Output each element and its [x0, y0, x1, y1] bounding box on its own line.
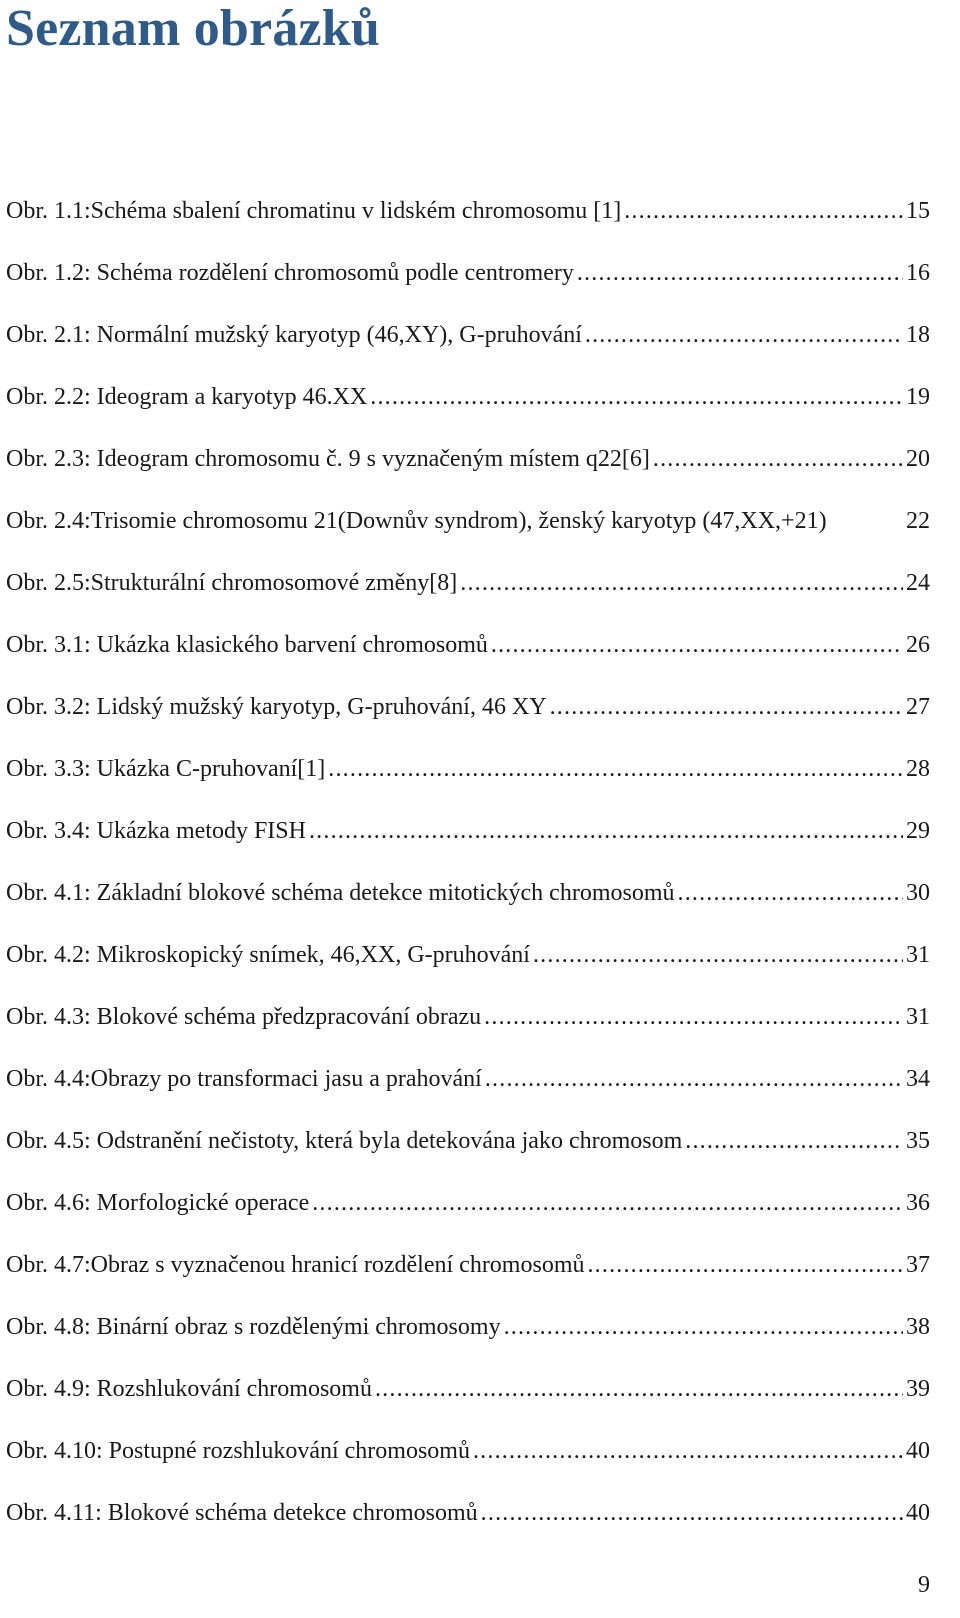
toc-entry[interactable]	[6, 692, 930, 754]
toc-dot-leader	[504, 1312, 903, 1342]
toc-entry-label: Obr. 4.8: Binární obraz s rozdělenými chromosomy	[6, 1312, 504, 1342]
toc-dot-leader	[460, 568, 903, 598]
toc-entry[interactable]	[6, 320, 930, 382]
toc-dot-leader	[309, 816, 903, 846]
toc-entry-page: 38	[906, 1314, 930, 1340]
toc-entry-label: Obr. 3.3: Ukázka C-pruhovaní[1]	[6, 754, 328, 784]
toc-entry[interactable]	[6, 1436, 930, 1498]
toc-dot-leader	[328, 754, 903, 784]
toc-dot-leader	[473, 1436, 903, 1466]
toc-entry-label: Obr. 2.4:Trisomie chromosomu 21(Downův syndrom), ženský karyotyp (47,XX,+21)	[6, 506, 830, 536]
toc-entry-label: Obr. 4.2: Mikroskopický snímek, 46,XX, G-pruhování	[6, 940, 533, 970]
page-number: 9	[918, 1572, 930, 1598]
list-of-figures	[6, 196, 930, 1560]
toc-dot-leader	[585, 320, 903, 350]
toc-entry-label: Obr. 4.4:Obrazy po transformaci jasu a prahování	[6, 1064, 485, 1094]
toc-entry-label: Obr. 1.2: Schéma rozdělení chromosomů podle centromery	[6, 258, 577, 288]
page-title: Seznam obrázků	[6, 0, 381, 57]
toc-entry-label: Obr. 3.1: Ukázka klasického barvení chromosomů	[6, 630, 491, 660]
toc-dot-leader	[550, 692, 903, 722]
toc-entry-page: 40	[906, 1500, 930, 1526]
toc-entry-page: 24	[906, 570, 930, 596]
toc-entry[interactable]	[6, 1374, 930, 1436]
toc-entry-label: Obr. 2.2: Ideogram a karyotyp 46.XX	[6, 382, 370, 412]
toc-dot-leader	[577, 258, 903, 288]
toc-entry[interactable]	[6, 630, 930, 692]
toc-entry-label: Obr. 4.11: Blokové schéma detekce chromosomů	[6, 1498, 481, 1528]
toc-entry-page: 31	[906, 942, 930, 968]
toc-entry[interactable]	[6, 816, 930, 878]
toc-entry-label: Obr. 2.3: Ideogram chromosomu č. 9 s vyznačeným místem q22[6]	[6, 444, 653, 474]
toc-entry-label: Obr. 2.5:Strukturální chromosomové změny[8]	[6, 568, 460, 598]
toc-entry-page: 29	[906, 818, 930, 844]
toc-entry[interactable]	[6, 382, 930, 444]
toc-entry[interactable]	[6, 940, 930, 1002]
toc-entry-page: 36	[906, 1190, 930, 1216]
toc-entry-label: Obr. 4.7:Obraz s vyznačenou hranicí rozdělení chromosomů	[6, 1250, 587, 1280]
toc-entry[interactable]	[6, 1250, 930, 1312]
toc-entry[interactable]	[6, 878, 930, 940]
toc-entry-page: 35	[906, 1128, 930, 1154]
toc-entry[interactable]	[6, 196, 930, 258]
toc-entry-page: 40	[906, 1438, 930, 1464]
toc-entry[interactable]	[6, 754, 930, 816]
toc-entry-page: 30	[906, 880, 930, 906]
toc-entry-label: Obr. 4.5: Odstranění nečistoty, která byla detekována jako chromosom	[6, 1126, 685, 1156]
toc-entry-label: Obr. 4.10: Postupné rozshlukování chromosomů	[6, 1436, 473, 1466]
toc-entry[interactable]	[6, 258, 930, 320]
toc-dot-leader	[481, 1498, 903, 1528]
toc-entry-label: Obr. 4.9: Rozshlukování chromosomů	[6, 1374, 375, 1404]
toc-entry[interactable]	[6, 506, 930, 568]
toc-dot-leader	[491, 630, 903, 660]
toc-dot-leader	[375, 1374, 903, 1404]
toc-entry-page: 16	[906, 260, 930, 286]
toc-dot-leader	[685, 1126, 903, 1156]
toc-entry-page: 15	[906, 198, 930, 224]
toc-entry-label: Obr. 4.1: Základní blokové schéma detekce mitotických chromosomů	[6, 878, 678, 908]
toc-entry[interactable]	[6, 1126, 930, 1188]
toc-entry-page: 39	[906, 1376, 930, 1402]
toc-entry-page: 28	[906, 756, 930, 782]
toc-dot-leader	[370, 382, 903, 412]
toc-dot-leader	[312, 1188, 903, 1218]
toc-entry-page: 18	[906, 322, 930, 348]
toc-entry-page: 20	[906, 446, 930, 472]
toc-entry-page: 19	[906, 384, 930, 410]
toc-entry[interactable]	[6, 1002, 930, 1064]
toc-dot-leader	[653, 444, 903, 474]
toc-entry[interactable]	[6, 444, 930, 506]
toc-entry-page: 34	[906, 1066, 930, 1092]
toc-entry-label: Obr. 2.1: Normální mužský karyotyp (46,XY), G-pruhování	[6, 320, 585, 350]
toc-entry-label: Obr. 4.6: Morfologické operace	[6, 1188, 312, 1218]
toc-entry[interactable]	[6, 1188, 930, 1250]
toc-entry-label: Obr. 3.2: Lidský mužský karyotyp, G-pruhování, 46 XY	[6, 692, 550, 722]
toc-entry[interactable]	[6, 1064, 930, 1126]
toc-dot-leader	[587, 1250, 903, 1280]
toc-dot-leader	[484, 1002, 903, 1032]
toc-entry-label: Obr. 3.4: Ukázka metody FISH	[6, 816, 309, 846]
toc-entry[interactable]	[6, 1312, 930, 1374]
toc-entry-page: 26	[906, 632, 930, 658]
toc-entry[interactable]	[6, 1498, 930, 1560]
toc-dot-leader	[624, 196, 903, 226]
toc-entry-label: Obr. 4.3: Blokové schéma předzpracování obrazu	[6, 1002, 484, 1032]
toc-entry-page: 27	[906, 694, 930, 720]
toc-entry-page: 22	[906, 508, 930, 534]
toc-entry-page: 31	[906, 1004, 930, 1030]
toc-entry-label: Obr. 1.1:Schéma sbalení chromatinu v lidském chromosomu [1]	[6, 196, 624, 226]
toc-dot-leader	[533, 940, 903, 970]
toc-entry[interactable]	[6, 568, 930, 630]
toc-entry-page: 37	[906, 1252, 930, 1278]
toc-dot-leader	[485, 1064, 903, 1094]
toc-dot-leader	[678, 878, 904, 908]
